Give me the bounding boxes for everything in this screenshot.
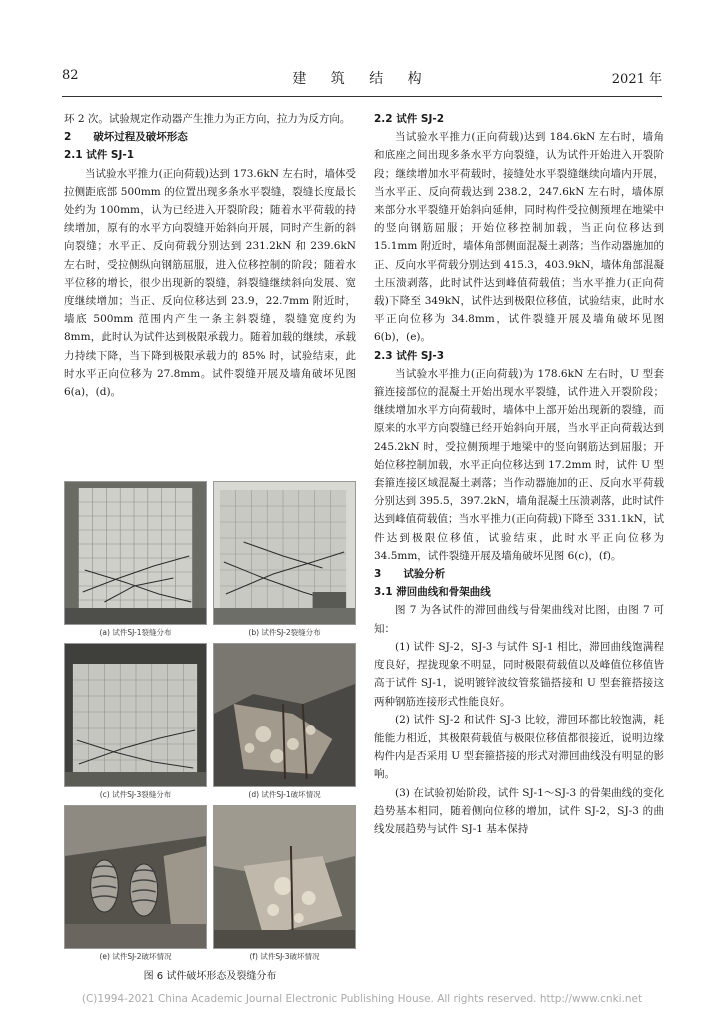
subsection-title: 滞回曲线和骨架曲线: [396, 586, 491, 599]
paragraph: 环 2 次。试验规定作动器产生推力为正方向，拉力为反方向。: [64, 113, 351, 125]
figure-subcaption: (c) 试件SJ-3裂缝分布: [99, 790, 172, 799]
section-heading: [64, 128, 356, 146]
figure-panel-a: [64, 481, 207, 639]
subsection-heading: [64, 146, 356, 164]
figure-panel-d: [213, 643, 356, 801]
section-title: 破坏过程及破坏形态: [93, 131, 188, 144]
subsection-title: 试件 SJ-1: [86, 149, 135, 162]
subsection-heading: [374, 583, 664, 601]
paragraph: 当试验水平推力(正向荷载)达到 173.6kN 左右时，墙体受拉侧距底部 500mm 的位置出现多条水平裂缝，裂缝长度最长处约为 100mm，认为已经进入开裂阶段；随着水平荷载的持续增加，原有的水平方向裂缝开始斜向开展，同时产生新的斜向裂缝；水平正、反向荷载分别达到 231.2kN 和 239.6kN 左右时，受拉侧纵向钢筋屈服，进入位移控制的阶段；随着水平位移的增长，很少出现新的裂缝，斜裂缝继续斜向发展、宽度继续增加；当正、反向位移达到 23.9，22.7mm 附近时，墙底 500mm 范围内产生一条主斜裂缝，裂缝宽度约为 8mm，此时认为试件达到极限承载力。随着加载的继续，承载力持续下降，当下降到极限承载力的 85% 时，试验结束，此时水平正向位移为 27.8mm。试件裂缝开展及墙角破坏见图 6(a)，(d)。: [64, 167, 356, 399]
paragraph: (1) 试件 SJ-2，SJ-3 与试件 SJ-1 相比，滞回曲线饱满程度良好，捏拢现象不明显，同时极限荷载值以及峰值位移值皆高于试件 SJ-1，说明镀锌波纹管浆锚搭接和 U 型套箍搭接这两种钢筋连接形式性能良好。: [374, 640, 664, 708]
figure-6: [64, 481, 356, 982]
figure-panel-e: [64, 805, 207, 963]
journal-title: 建 筑 结 构: [292, 71, 432, 87]
subsection-number: 2.3: [374, 349, 393, 362]
figure-subcaption: (f) 试件SJ-3破坏情况: [249, 952, 320, 961]
header-rule: [62, 96, 662, 97]
figure-caption: 图 6 试件破坏形态及裂缝分布: [143, 971, 277, 982]
figure-panel-b: [213, 481, 356, 639]
crack-photo-sj2: [213, 481, 356, 625]
left-column: [64, 110, 356, 401]
subsection-title: 试件 SJ-2: [396, 113, 445, 125]
page-number: 82: [62, 68, 79, 83]
section-number: 3: [374, 568, 382, 581]
figure-subcaption: (a) 试件SJ-1裂缝分布: [99, 628, 172, 637]
subsection-number: 2.2: [374, 113, 393, 125]
crack-photo-sj1: [64, 481, 207, 625]
failure-photo-sj3: [213, 805, 356, 949]
section-heading: [374, 565, 664, 583]
journal-year: 2021 年: [611, 72, 662, 87]
right-column: [374, 110, 664, 838]
failure-photo-sj1: [213, 643, 356, 787]
paragraph: 当试验水平推力(正向荷载)达到 184.6kN 左右时，墙角和底座之间出现多条水平方向裂缝，认为试件开始进入开裂阶段；继续增加水平荷载时，接缝处水平裂缝继续向墙内开展，当水平正、反向荷载达到 238.2，247.6kN 左右时，墙体原来部分水平裂缝开始斜向延伸，同时构件受拉侧预埋在地梁中的竖向钢筋屈服；开始位移控制加载，当正向位移达到 15.1mm 附近时，墙体角部侧面混凝土剥落；当作动器施加的正、反向水平荷载分别达到 415.3，403.9kN，墙体角部混凝土压溃剥落，此时试件达到峰值荷载值；当水平推力(正向荷载)下降至 349kN，试件达到极限位移值，试验结束，此时水平正向位移为 34.8mm，试件裂缝开展及墙角破坏见图 6(b)，(e)。: [374, 131, 664, 344]
subsection-heading: [374, 347, 664, 365]
section-title: 试验分析: [403, 568, 446, 581]
subsection-number: 2.1: [64, 149, 83, 162]
figure-subcaption: (d) 试件SJ-1破坏情况: [248, 790, 321, 799]
section-number: 2: [64, 131, 72, 144]
figure-subcaption: (e) 试件SJ-2破坏情况: [99, 952, 172, 961]
figure-panel-c: [64, 643, 207, 801]
crack-photo-sj3: [64, 643, 207, 787]
paragraph: (2) 试件 SJ-2 和试件 SJ-3 比较，滞回环都比较饱满，耗能能力相近，其极限荷载值与极限位移值都很接近，说明边缘构件内是否采用 U 型套箍搭接的形式对滞回曲线没有明显的影响。: [374, 713, 664, 781]
failure-photo-sj2: [64, 805, 207, 949]
subsection-heading: [374, 110, 664, 128]
paragraph: 当试验水平推力(正向荷载)为 178.6kN 左右时，U 型套箍连接部位的混凝土开始出现水平裂缝，试件进入开裂阶段；继续增加水平方向荷载时，墙体中上部开始出现新的裂缝，而原来的水平方向裂缝已经开始斜向开展，当水平正向荷载达到 245.2kN 时，受拉侧预埋于地梁中的竖向钢筋达到屈服；开始位移控制加载，水平正向位移达到 17.2mm 时，试件 U 型套箍连接区域混凝土剥落；当作动器施加的正、反向水平荷载分别达到 395.5，397.2kN，墙角混凝土压溃剥落，此时试件达到峰值荷载值；当水平推力(正向荷载)下降至 331.1kN，试件达到极限位移值，试验结束，此时水平正向位移为 34.5mm，试件裂缝开展及墙角破坏见图 6(c)，(f)。: [374, 367, 664, 562]
page-header: [62, 68, 662, 96]
paragraph: 图 7 为各试件的滞回曲线与骨架曲线对比图，由图 7 可知：: [374, 604, 664, 635]
copyright-footer: (C)1994-2021 China Academic Journal Electronic Publishing House. All rights reserved. http://www.cnki.net: [81, 993, 643, 1005]
figure-panel-f: [213, 805, 356, 963]
figure-subcaption: (b) 试件SJ-2裂缝分布: [248, 628, 321, 637]
subsection-title: 试件 SJ-3: [396, 349, 445, 362]
paragraph: (3) 在试验初始阶段，试件 SJ-1～SJ-3 的骨架曲线的变化趋势基本相同，随着侧向位移的增加，试件 SJ-2，SJ-3 的曲线发展趋势与试件 SJ-1 基本保持: [374, 786, 664, 835]
subsection-number: 3.1: [374, 586, 393, 599]
